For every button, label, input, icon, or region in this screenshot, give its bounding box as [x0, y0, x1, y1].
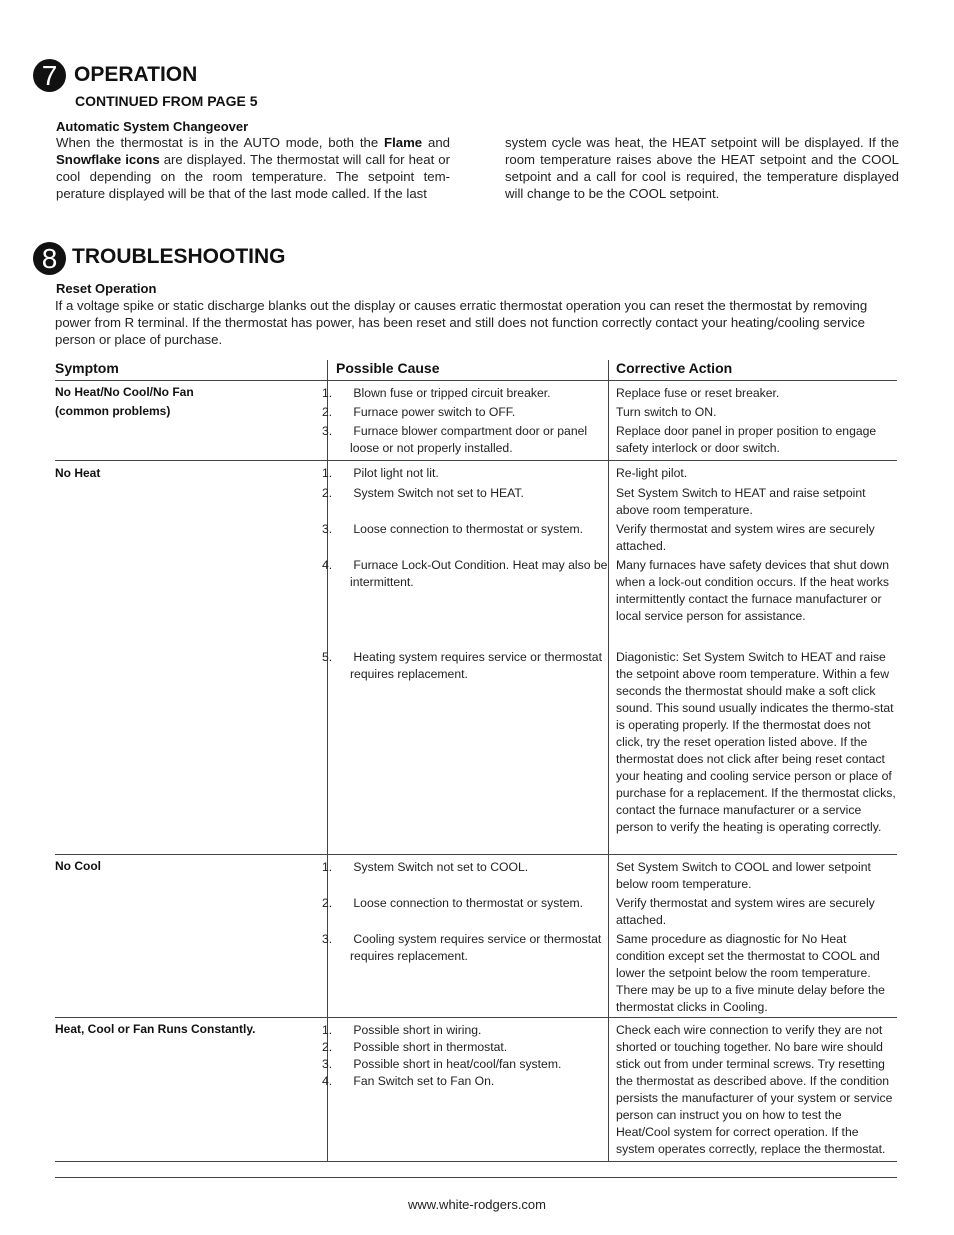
- corrective-action-item: Check each wire connection to verify they are not shorted or touching together. No bare wire should stick out from under terminal screws. Try resetting the thermostat as described above. If the condition persists the manufacturer of your system or service person can instruct you on how to test the Heat/Cool system for correct operation. If the system operates correctly, replace the thermostat.: [616, 1023, 893, 1156]
- cause-number: 2.: [322, 405, 333, 419]
- corrective-action-item: Replace fuse or reset breaker.: [616, 386, 780, 400]
- symptom-cell: [55, 1020, 320, 1039]
- cause-number: 1.: [322, 1023, 333, 1037]
- cause-text: Furnace power switch to OFF.: [350, 405, 516, 419]
- corrective-action-item: Replace door panel in proper position to engage safety interlock or door switch.: [616, 424, 877, 455]
- cause-text: Heating system requires service or thermostat requires replacement.: [350, 650, 602, 681]
- cause-number: 3.: [322, 1057, 333, 1071]
- table-divider: [55, 1161, 897, 1162]
- cause-item: [322, 859, 616, 876]
- cause-number: 2.: [322, 486, 333, 500]
- corrective-action-item: Turn switch to ON.: [616, 405, 717, 419]
- cause-number: 3.: [322, 522, 333, 536]
- cause-item: [322, 404, 616, 421]
- section-7-subtitle: CONTINUED FROM PAGE 5: [75, 93, 258, 109]
- cause-item: [322, 521, 616, 538]
- cause-text: Loose connection to thermostat or system.: [350, 896, 584, 910]
- cause-number: 1.: [322, 386, 333, 400]
- symptom-cell: [55, 857, 320, 876]
- corrective-action-item: Verify thermostat and system wires are securely attached.: [616, 522, 875, 553]
- cause-item: [322, 649, 616, 683]
- cause-item: [322, 485, 616, 502]
- symptom-cell: [55, 464, 320, 483]
- cause-text: Pilot light not lit.: [350, 466, 439, 480]
- cause-number: 2.: [322, 1040, 333, 1054]
- corrective-action-item: Set System Switch to HEAT and raise setpoint above room temperature.: [616, 486, 866, 517]
- cause-item: [322, 895, 616, 912]
- table-divider: [55, 854, 897, 855]
- corrective-action-item: Re-light pilot.: [616, 466, 688, 480]
- symptom-line: No Heat: [55, 466, 101, 480]
- cause-text: Cooling system requires service or thermostat requires replacement.: [350, 932, 602, 963]
- table-divider: [55, 380, 897, 381]
- reset-operation-text: If a voltage spike or static discharge blanks out the display or causes erratic thermostat operation you can reset the thermostat by removing power from R terminal. If the thermostat has power, has been reset and still does not function correctly contact your heating/cooling service person or place of purchase.: [55, 298, 868, 347]
- cause-item: [322, 423, 616, 457]
- cause-item: [322, 557, 616, 591]
- cause-text: Blown fuse or tripped circuit breaker.: [350, 386, 551, 400]
- table-divider: [55, 1177, 897, 1178]
- table-divider: [55, 1017, 897, 1018]
- corrective-action-item: Many furnaces have safety devices that shut down when a lock-out condition occurs. If the heat works intermittently contact the furnace manufacturer or local service person for assistance.: [616, 558, 890, 623]
- corrective-action-item: Verify thermostat and system wires are securely attached.: [616, 896, 875, 927]
- cause-text: Furnace Lock-Out Condition. Heat may also be intermittent.: [350, 558, 608, 589]
- cause-item: [322, 385, 616, 402]
- cause-text: Furnace blower compartment door or panel loose or not properly installed.: [350, 424, 588, 455]
- cause-number: 5.: [322, 650, 333, 664]
- cause-item: [322, 1056, 616, 1073]
- cause-text: System Switch not set to COOL.: [350, 860, 529, 874]
- body-text: and: [422, 135, 450, 150]
- header-corrective-action: Corrective Action: [616, 360, 733, 376]
- cause-number: 3.: [322, 424, 333, 438]
- symptom-line: No Cool: [55, 859, 101, 873]
- section-8-title: TROUBLESHOOTING: [72, 245, 286, 268]
- cause-text: System Switch not set to HEAT.: [350, 486, 524, 500]
- corrective-action-item: Set System Switch to COOL and lower setpoint below room temperature.: [616, 860, 871, 891]
- reset-operation-heading: Reset Operation: [56, 281, 157, 296]
- cause-item: [322, 1039, 616, 1056]
- cause-item: [322, 931, 616, 965]
- cause-text: Possible short in wiring.: [350, 1023, 482, 1037]
- corrective-action-item: Diagonistic: Set System Switch to HEAT and raise the setpoint above room temperature. Within a few seconds the thermostat should make a soft click sound. This sound usually indicates the thermo-stat is operating properly. If the thermostat does not click, try the reset operation listed above. If the thermostat does not click after being reset contact your heating and cooling service person or place of purchase for a replacement. If the thermostat clicks, contact the furnace manufacturer or a service person to verify the heating is operating correctly.: [616, 650, 896, 834]
- emphasis-text: Snowflake icons: [56, 152, 160, 167]
- footer-url: www.white-rodgers.com: [408, 1197, 546, 1212]
- corrective-action-item: Same procedure as diagnostic for No Heat condition except set the thermostat to COOL and lower the setpoint below the room temperature. There may be up to a five minute delay before the thermostat clicks in Cooling.: [616, 932, 885, 1014]
- symptom-line: Heat, Cool or Fan Runs Constantly.: [55, 1022, 256, 1036]
- body-text: When the thermostat is in the AUTO mode, both the: [56, 135, 385, 150]
- changeover-text-col2: system cycle was heat, the HEAT setpoint will be displayed. If the room temperature raises above the HEAT setpoint and the COOL setpoint and a call for cool is required, the temperature displayed will change to be the COOL setpoint.: [505, 135, 899, 201]
- cause-number: 1.: [322, 466, 333, 480]
- table-divider: [55, 460, 897, 461]
- symptom-line: (common problems): [55, 404, 171, 418]
- body-text: are displayed. The thermostat will call for heat or cool depending on the room temperature. The setpoint tem-perature displayed will be that of the last mode called. If the last: [56, 152, 450, 201]
- symptom-line: No Heat/No Cool/No Fan: [55, 385, 194, 399]
- cause-item: [322, 1073, 616, 1090]
- cause-number: 1.: [322, 860, 333, 874]
- cause-text: Fan Switch set to Fan On.: [350, 1074, 495, 1088]
- section-7-number-badge: 7: [33, 59, 66, 92]
- section-8-number-badge: 8: [33, 242, 66, 275]
- cause-text: Loose connection to thermostat or system.: [350, 522, 584, 536]
- cause-number: 4.: [322, 1074, 333, 1088]
- header-possible-cause: Possible Cause: [336, 360, 440, 376]
- cause-item: [322, 465, 616, 482]
- cause-item: [322, 1022, 616, 1039]
- cause-number: 2.: [322, 896, 333, 910]
- section-7-title: OPERATION: [74, 63, 198, 86]
- cause-text: Possible short in heat/cool/fan system.: [350, 1057, 562, 1071]
- changeover-text-col1: [56, 134, 450, 202]
- cause-number: 3.: [322, 932, 333, 946]
- changeover-heading: Automatic System Changeover: [56, 119, 249, 134]
- header-symptom: Symptom: [55, 360, 119, 376]
- cause-text: Possible short in thermostat.: [350, 1040, 508, 1054]
- emphasis-text: Flame: [384, 135, 423, 150]
- symptom-cell: [55, 383, 320, 421]
- cause-number: 4.: [322, 558, 333, 572]
